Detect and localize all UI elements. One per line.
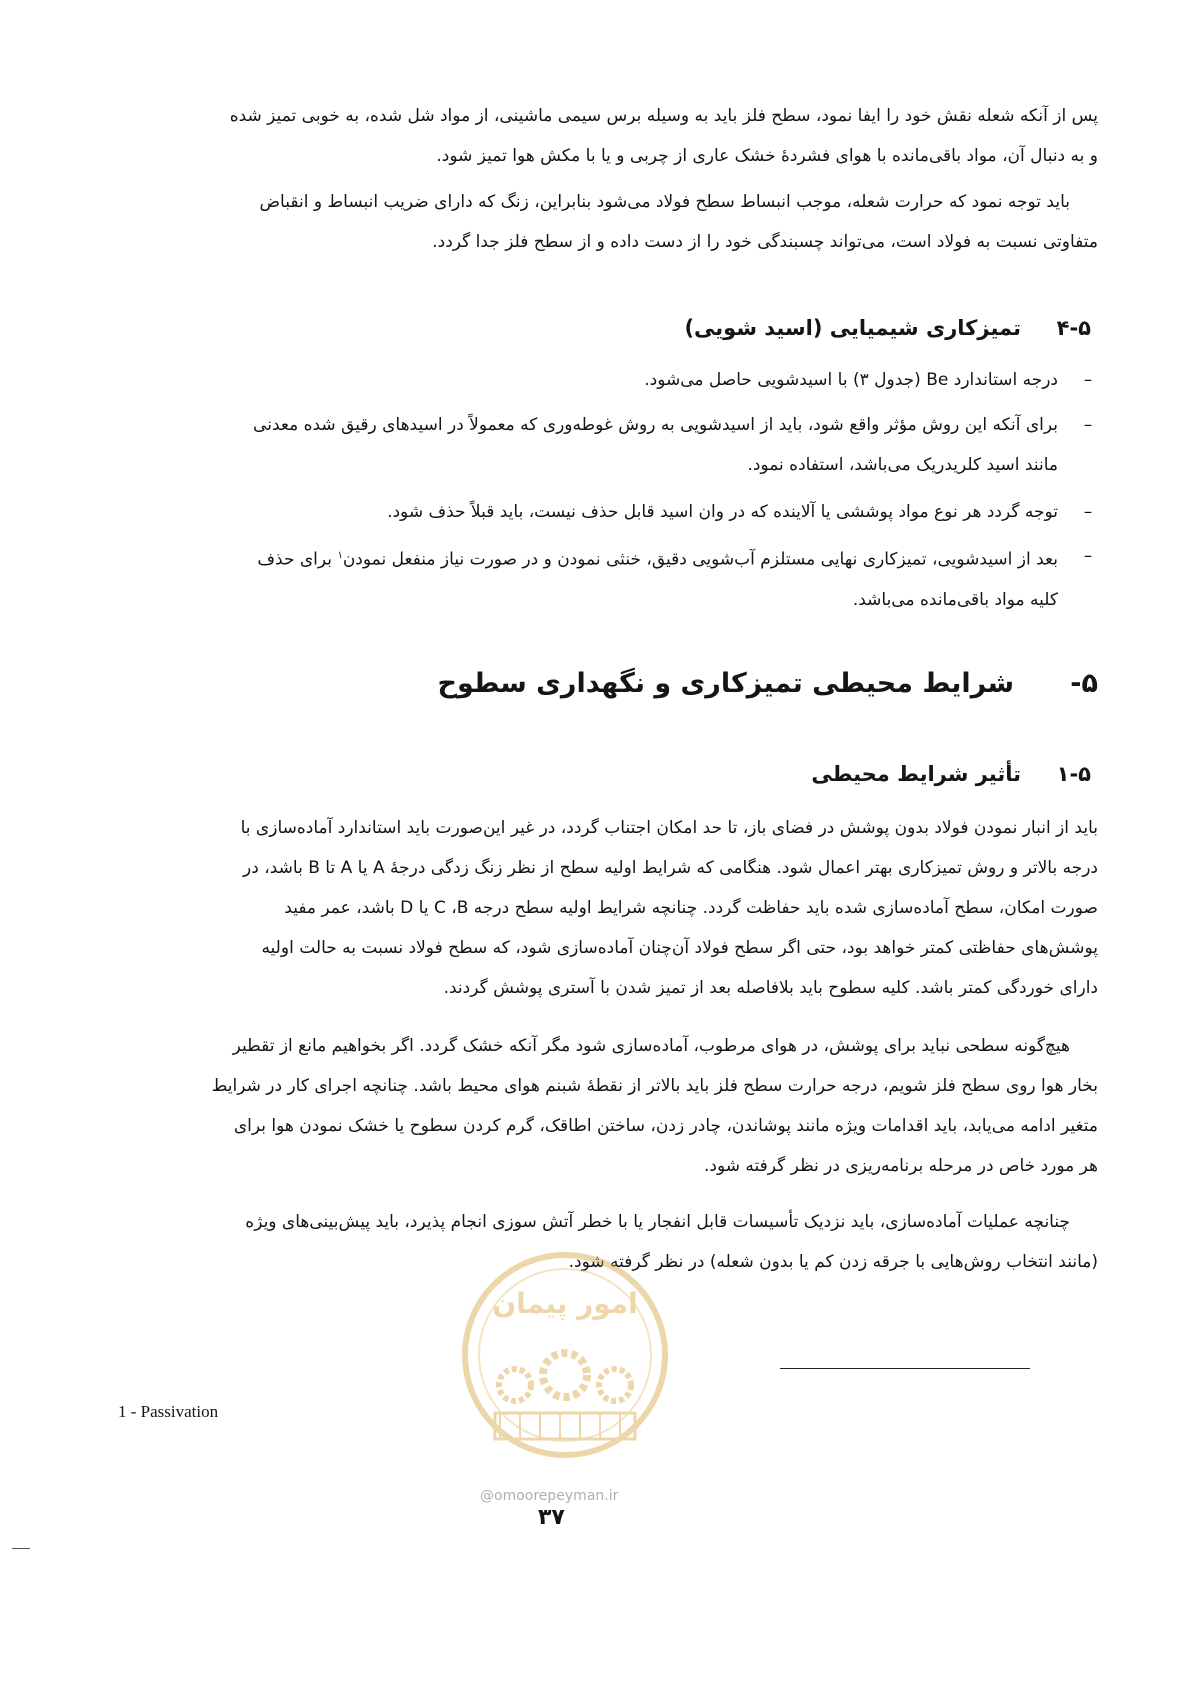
text-line: درجه بالاتر و روش تمیزکاری بهتر اعمال شود. هنگامی که شرایط اولیه سطح از نظر زنگ زدگی درجهٔ A یا A تا B باشد، در: [243, 858, 1098, 878]
text-line: هیچ‌گونه سطحی نباید برای پوشش، در هوای مرطوب، آماده‌سازی شود مگر آنکه خشک گردد. اگر بخواهیم مانع از تقطیر: [232, 1036, 1070, 1056]
text-segment: برای حذف: [257, 549, 338, 570]
section-title: تمیزکاری شیمیایی (اسید شویی): [684, 316, 1021, 340]
chapter-number: ۵-: [1070, 668, 1098, 699]
body-paragraph-1: [118, 808, 1098, 1008]
text-line: هر مورد خاص در مرحله برنامه‌ریزی در نظر گرفته شود.: [704, 1156, 1098, 1176]
section-number: ۱-۵: [1056, 762, 1091, 786]
watermark-logo: [455, 1235, 675, 1485]
text-line: باید از انبار نمودن فولاد بدون پوشش در فضای باز، تا حد امکان اجتناب گردد، در غیر این‌صورت باید استاندارد آماده‌سازی با: [240, 818, 1098, 838]
intro-paragraph-2: [118, 182, 1098, 262]
bullet-item: [118, 360, 1098, 400]
text-line: پس از آنکه شعله نقش خود را ایفا نمود، سطح فلز باید به وسیله برس سیمی ماشینی، از مواد شل شده، به خوبی تمیز شده: [229, 106, 1098, 126]
chapter-title: شرایط محیطی تمیزکاری و نگهداری سطوح: [437, 668, 1014, 699]
bullet-text: برای آنکه این روش مؤثر واقع شود، باید از اسیدشویی به روش غوطه‌وری که معمولاً در اسیدهای رقیق شده معدنی: [253, 415, 1058, 435]
intro-paragraph-1: [118, 96, 1098, 176]
chapter-heading-5: [438, 668, 1098, 699]
text-line: صورت امکان، سطح آماده‌سازی شده باید حفاظت گردد. چنانچه شرایط اولیه سطح درجه C ،B یا D باشد، عمر مفید: [284, 898, 1098, 918]
footnote-marker: ۱: [337, 550, 343, 561]
section-number: ۴-۵: [1056, 316, 1091, 340]
watermark-url: @omoorepeyman.ir: [480, 1488, 619, 1504]
section-title: تأثیر شرایط محیطی: [811, 762, 1021, 786]
section-heading-4-5: [684, 316, 1091, 340]
scan-edge-mark: [12, 1548, 30, 1549]
bullet-item: [118, 536, 1098, 620]
text-segment: بعد از اسیدشویی، تمیزکاری نهایی مستلزم آب‌شویی دقیق، خنثی نمودن و در صورت نیاز منفعل نمودن: [342, 549, 1058, 570]
bullet-text: مانند اسید کلریدریک می‌باشد، استفاده نمود.: [747, 455, 1058, 475]
bullet-text: درجه استاندارد Be (جدول ۳) با اسیدشویی حاصل می‌شود.: [644, 370, 1058, 390]
gear-icon: [543, 1353, 587, 1397]
bullet-text: توجه گردد هر نوع مواد پوششی یا آلاینده که در وان اسید قابل حذف نیست، باید قبلاً حذف شود.: [387, 502, 1058, 522]
bullet-text: [118, 536, 1058, 580]
text-line: متغیر ادامه می‌یابد، باید اقدامات ویژه مانند پوشاندن، چادر زدن، ساختن اطاقک، گرم کردن سطوح یا خشک نمودن هوا برای: [233, 1116, 1098, 1136]
gear-icon: [499, 1369, 531, 1401]
text-line: بخار هوا روی سطح فلز شویم، درجه حرارت سطح فلز باید بالاتر از نقطهٔ شبنم هوای محیط باشد. چنانچه اجرای کار در شرایط: [211, 1076, 1098, 1096]
text-line: چنانچه عملیات آماده‌سازی، باید نزدیک تأسیسات قابل انفجار یا با خطر آتش سوزی انجام پذیرد، باید پیش‌بینی‌های ویژه: [245, 1212, 1070, 1232]
dash-bullet: –: [1083, 415, 1093, 435]
page-number: ۳۷: [538, 1505, 565, 1530]
body-paragraph-2: [118, 1026, 1098, 1186]
bullet-item: [118, 405, 1098, 485]
text-line: (مانند انتخاب روش‌هایی با جرقه زدن کم یا بدون شعله) در نظر گرفته شود.: [568, 1252, 1098, 1272]
dash-bullet: –: [1083, 502, 1093, 522]
text-line: دارای خوردگی کمتر باشد. کلیه سطوح باید بلافاصله بعد از تمیز شدن با آستری پوشش گردند.: [443, 978, 1098, 998]
section-heading-5-1: [811, 762, 1091, 786]
footnote-divider: [780, 1368, 1030, 1369]
footnote: 1 - Passivation: [118, 1402, 219, 1421]
text-line: پوشش‌های حفاظتی کمتر خواهد بود، حتی اگر سطح فولاد آن‌چنان آماده‌سازی شود، که سطح فولاد نسبت به حالت اولیه: [261, 938, 1098, 958]
bullet-item: [118, 492, 1098, 532]
text-line: باید توجه نمود که حرارت شعله، موجب انبساط سطح فولاد می‌شود بنابراین، زنگ که دارای ضریب انبساط و انقباض: [259, 192, 1070, 212]
dash-bullet: –: [1083, 546, 1093, 566]
dash-bullet: –: [1083, 370, 1093, 390]
text-line: متفاوتی نسبت به فولاد است، می‌تواند چسبندگی خود را از دست داده و از سطح فلز جدا گردد.: [432, 232, 1098, 252]
watermark-text: امور پیمان: [492, 1287, 638, 1320]
gear-icon: [599, 1369, 631, 1401]
bullet-text: کلیه مواد باقی‌مانده می‌باشد.: [852, 589, 1058, 610]
text-line: و به دنبال آن، مواد باقی‌مانده با هوای فشردهٔ خشک عاری از چربی و یا با مکش هوا تمیز شود.: [436, 146, 1098, 166]
